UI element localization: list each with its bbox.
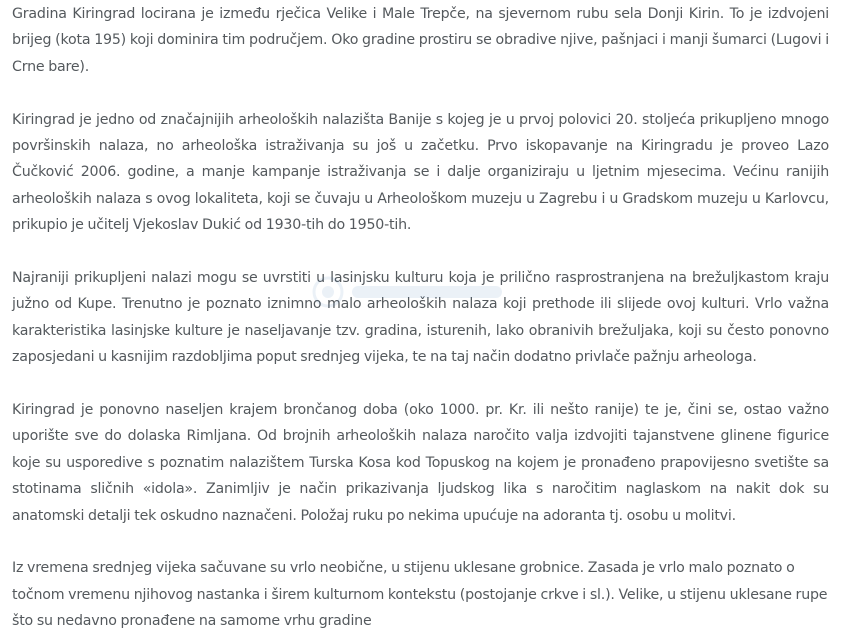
article-paragraph-5: Iz vremena srednjeg vijeka sačuvane su vrlo neobične, u stijenu uklesane grobnice. Zasada je vrlo malo poznato o točnom vremenu njihovog nastanka i širem kulturnom kontekstu (postojanje crkve i sl.). Velike, u stijenu uklesane rupe što su nedavno pronađene na samome vrhu gradine (12, 560, 828, 630)
article-paragraph-3: Najraniji prikupljeni nalazi mogu se uvrstiti u lasinjsku kulturu koja je prilično rasprostranjena na brežuljkastom kraju južno od Kupe. Trenutno je poznato iznimno malo arheoloških nalaza koji prethode ili slijede ovoj kulturi. Vrlo važna karakteristika lasinjske kulture je naseljavanje tzv. gradina, isturenih, lako obranivih brežuljaka, koji su često ponovno zaposjedani u kasnijim razdobljima poput srednjeg vijeka, te na taj način dodatno privlače pažnju arheologa. (12, 270, 829, 366)
article-body (12, 1, 829, 635)
article-paragraph-1: Gradina Kiringrad locirana je između rječica Velike i Male Trepče, na sjevernom rubu sela Donji Kirin. To je izdvojeni brijeg (kota 195) koji dominira tim područjem. Oko gradine prostiru se obradive njive, pašnjaci i manji šumarci (Lugovi i Crne bare). (12, 6, 829, 75)
article-paragraph-4: Kiringrad je ponovno naseljen krajem brončanog doba (oko 1000. pr. Kr. ili nešto ranije) te je, čini se, ostao važno uporište sve do dolaska Rimljana. Od brojnih arheoloških nalaza naročito valja izdvojiti tajanstvene glinene figurice koje su usporedive s poznatim nalazištem Turska Kosa kod Topuskog na kojem je pronađeno prapovijesno svetište sa stotinama sličnih «idola». Zanimljiv je način prikazivanja ljudskog lika s naročitim naglaskom na nakit dok su anatomski detalji tek oskudno naznačeni. Položaj ruku po nekima upućuje na adoranta tj. osobu u molitvi. (12, 402, 829, 524)
article-paragraph-2: Kiringrad je jedno od značajnijih arheoloških nalazišta Banije s kojeg je u prvoj polovici 20. stoljeća prikupljeno mnogo površinskih nalaza, no arheološka istraživanja su još u začetku. Prvo iskopavanje na Kiringradu je proveo Lazo Čučković 2006. godine, a manje kampanje istraživanja se i dalje organiziraju u ljetnim mjesecima. Većinu ranijih arheoloških nalaza s ovog lokaliteta, koji se čuvaju u Arheološkom muzeju u Zagrebu i u Gradskom muzeju u Karlovcu, prikupio je učitelj Vjekoslav Dukić od 1930-tih do 1950-tih. (12, 111, 829, 234)
